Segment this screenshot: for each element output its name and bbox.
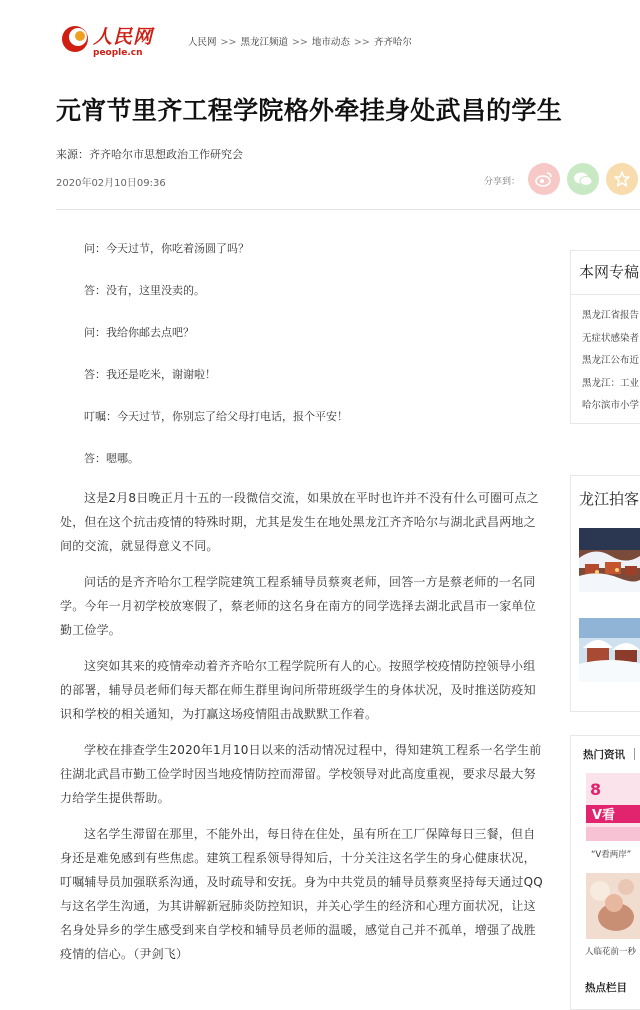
article-paragraph: 问话的是齐齐哈尔工程学院建筑工程系辅导员蔡爽老师，回答一方是蔡老师的一名同学。今年一月初学校放寒假了，蔡老师的这名身在南方的同学选择去湖北武昌市一家单位勤工俭学。 xyxy=(60,575,536,637)
share-label: 分享到： xyxy=(484,177,521,187)
article-paragraph: 这名学生滞留在那里，不能外出，每日待在住处，虽有所在工厂保障每日三餐，但自身还是难免感到有些焦虑。建筑工程系领导得知后，十分关注这名学生的身心健康状况，叮嘱辅导员加强联系沟通，及时疏导和安抚。身为中共党员的辅导员蔡爽坚持每天通过QQ与这名学生沟通，为其讲解新冠肺炎防控知识，并关心学生的经济和心理方面状况，让这名身处异乡的学生感受到来自学校和辅导员老师的温暖，感觉自己并不孤单，增强了战胜疫情的信心。（尹剑飞） xyxy=(60,827,543,961)
breadcrumb-link-home[interactable]: 人民网 xyxy=(188,37,217,48)
breadcrumb-separator: >> xyxy=(353,37,370,48)
dialog-line: 问：今天过节，你吃着汤圆了吗？ xyxy=(84,242,249,255)
article-paragraph: 这是2月8日晚正月十五的一段微信交流，如果放在平时也许并不没有什么可圈可点之处，但在这个抗击疫情的特殊时期，尤其是发生在地处黑龙江齐齐哈尔与湖北武昌两地之间的交流，就显得意义不同。 xyxy=(60,491,539,553)
v-look-banner-image xyxy=(586,773,640,841)
people-logo[interactable] xyxy=(60,22,160,62)
breadcrumb-link-heilongjiang[interactable]: 黑龙江频道 xyxy=(240,37,288,48)
dialog-line: 叮嘱：今天过节，你别忘了给父母打电话，报个平安！ xyxy=(84,410,348,423)
article-date: 2020年02月10日09:36 xyxy=(56,178,166,189)
hot-columns-title: 热点栏目 xyxy=(585,982,627,994)
weibo-icon xyxy=(535,171,553,187)
hot-news-title: 热门资讯 xyxy=(583,749,625,761)
dialog-line: 答：我还是吃米，谢谢啦！ xyxy=(84,368,216,381)
special-report-link[interactable]: 黑龙江：工业 xyxy=(582,377,640,389)
breadcrumb-link-city-news[interactable]: 地市动态 xyxy=(311,37,350,48)
hot-news-caption[interactable]: “V看两岸” xyxy=(591,850,632,860)
wechat-icon xyxy=(573,171,593,187)
flower-photo[interactable] xyxy=(586,873,640,939)
title-divider xyxy=(56,209,640,210)
logo-chinese-text: 人民网 xyxy=(93,26,154,48)
breadcrumb-separator: >> xyxy=(291,37,308,48)
special-reports-list xyxy=(571,295,640,418)
snow-house-image xyxy=(579,618,640,682)
dialog-line: 答：没有，这里没卖的。 xyxy=(84,284,205,297)
svg-text:8: 8 xyxy=(590,780,602,799)
photo-reporters-box xyxy=(570,475,640,712)
hot-news-separator xyxy=(634,748,635,760)
logo-english-text: people.cn xyxy=(93,48,143,58)
article-paragraph: 学校在排查学生2020年1月10日以来的活动情况过程中，得知建筑工程系一名学生前往湖北武昌市勤工俭学时因当地疫情防控而滞留。学校领导对此高度重视，要求尽最大努力给学生提供帮助。 xyxy=(60,743,542,805)
special-report-link[interactable]: 无症状感染者 xyxy=(582,332,640,344)
article-title: 元宵节里齐工程学院格外牵挂身处武昌的学生 xyxy=(56,96,563,125)
special-reports-box xyxy=(570,250,640,424)
snow-house-photo[interactable] xyxy=(579,618,640,682)
share-wechat-button[interactable] xyxy=(567,163,599,195)
special-report-link[interactable]: 黑龙江公布近 xyxy=(582,355,640,366)
flower-portrait-image xyxy=(586,873,640,939)
article-body xyxy=(60,240,546,978)
snow-village-photo[interactable] xyxy=(579,528,640,592)
hot-news-caption[interactable]: 人临花前一秒 xyxy=(585,947,637,957)
breadcrumb xyxy=(188,34,412,48)
hot-news-box xyxy=(570,735,640,1010)
article-paragraph: 这突如其来的疫情牵动着齐齐哈尔工程学院所有人的心。按照学校疫情防控领导小组的部署，辅导员老师们每天都在师生群里询问所带班级学生的身体状况，及时推送防疫知识和学校的相关通知，为打赢这场疫情阻击战默默工作着。 xyxy=(60,659,536,721)
photo-reporters-title: 龙江拍客 xyxy=(579,490,640,508)
snow-village-image xyxy=(579,528,640,592)
special-report-link[interactable]: 黑龙江省报告 xyxy=(582,310,640,321)
article-source: 来源：齐齐哈尔市思想政治工作研究会 xyxy=(56,148,243,161)
share-weibo-button[interactable] xyxy=(528,163,560,195)
breadcrumb-separator: >> xyxy=(220,37,237,48)
dialog-line: 问：我给你邮去点吧？ xyxy=(84,326,194,339)
people-logo-icon xyxy=(60,22,92,56)
special-report-link[interactable]: 哈尔滨市小学 xyxy=(582,400,640,411)
breadcrumb-link-qiqihar[interactable]: 齐齐哈尔 xyxy=(373,37,412,48)
star-icon xyxy=(614,171,630,187)
svg-text:V看: V看 xyxy=(592,808,616,823)
share-favorite-button[interactable] xyxy=(606,163,638,195)
v-look-banner[interactable] xyxy=(586,773,640,841)
special-reports-title: 本网专稿 xyxy=(579,263,640,281)
dialog-line: 答：嗯哪。 xyxy=(84,452,139,465)
